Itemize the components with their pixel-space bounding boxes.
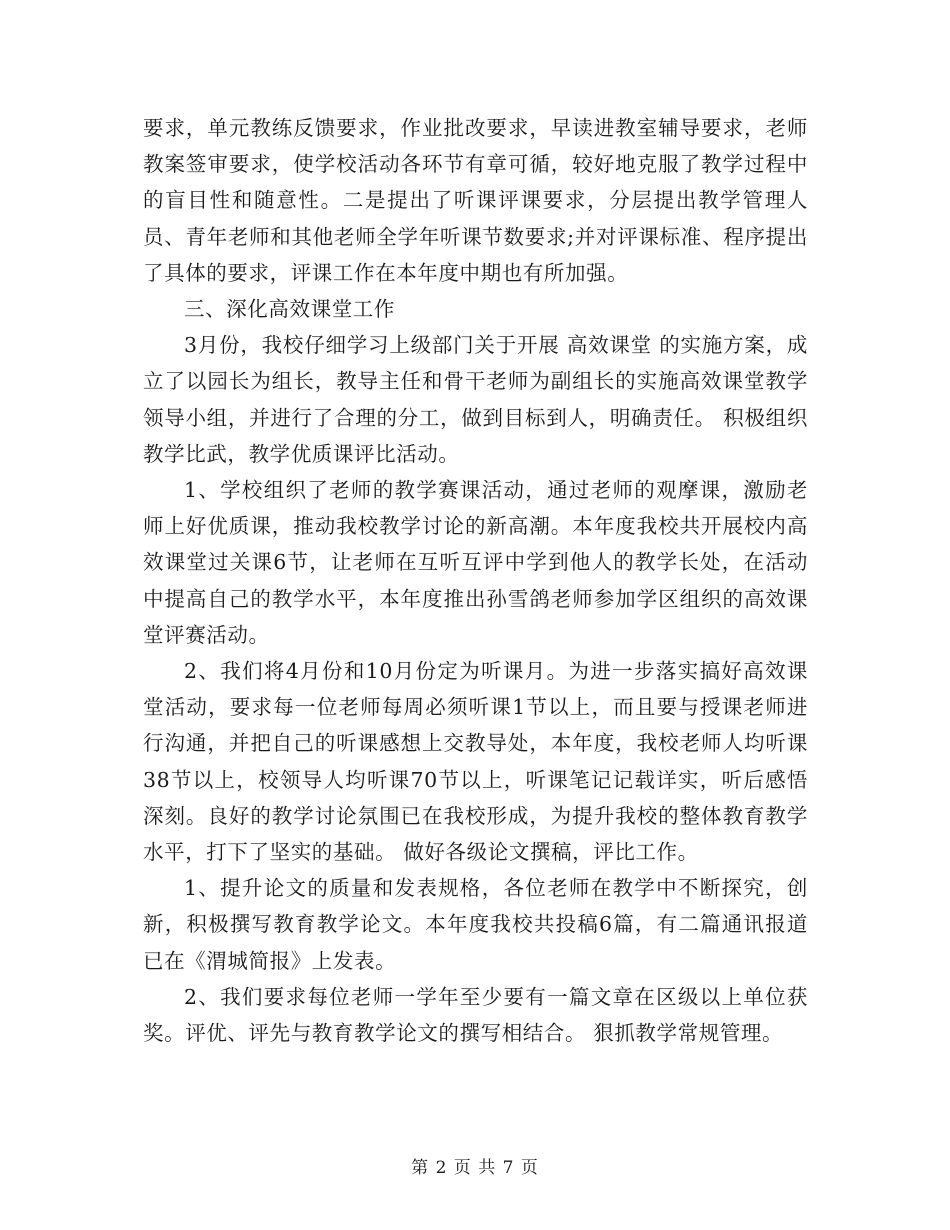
page-number-footer: 第 2 页 共 7 页 <box>411 1158 539 1178</box>
paragraph-efficient-classroom: 3月份，我校仔细学习上级部门关于开展 高效课堂 的实施方案，成立了以园长为组长，教导主任和骨干老师为副组长的实施高效课堂教学领导小组，并进行了合理的分工，做到目标到人，明确责任。 积极组织教学比武，教学优质课评比活动。 <box>143 333 808 466</box>
paragraph-item-1-papers: 1、提升论文的质量和发表规格，各位老师在教学中不断探究，创新，积极撰写教育教学论文。本年度我校共投稿6篇，有二篇通讯报道已在《渭城简报》上发表。 <box>143 876 808 973</box>
paragraph-item-1-competition: 1、学校组织了老师的教学赛课活动，通过老师的观摩课，激励老师上好优质课，推动我校教学讨论的新高潮。本年度我校共开展校内高效课堂过关课6节，让老师在互听互评中学到他人的教学长处，在活动中提高自己的教学水平，本年度推出孙雪鸽老师参加学区组织的高效课堂评赛活动。 <box>143 478 808 647</box>
paragraph-item-2-listening-month: 2、我们将4月份和10月份定为听课月。为进一步落实搞好高效课堂活动，要求每一位老师每周必须听课1节以上，而且要与授课老师进行沟通，并把自己的听课感想上交教导处，本年度，我校老师人均听课38节以上，校领导人均听课70节以上，听课笔记记载详实，听后感悟深刻。良好的教学讨论氛围已在我校形成，为提升我校的整体教育教学水平，打下了坚实的基础。 做好各级论文撰稿，评比工作。 <box>143 659 808 865</box>
document-body <box>143 110 808 1051</box>
paragraph-item-2-awards: 2、我们要求每位老师一学年至少要有一篇文章在区级以上单位获奖。评优、评先与教育教学论文的撰写相结合。 狠抓教学常规管理。 <box>143 984 808 1046</box>
section-heading: 三、深化高效课堂工作 <box>184 297 395 322</box>
paragraph-continued: 要求，单元教练反馈要求，作业批改要求，早读进教室辅导要求，老师教案签审要求，使学校活动各环节有章可循，较好地克服了教学过程中的盲目性和随意性。二是提出了听课评课要求，分层提出教学管理人员、青年老师和其他老师全学年听课节数要求;并对评课标准、程序提出了具体的要求，评课工作在本年度中期也有所加强。 <box>143 116 808 285</box>
